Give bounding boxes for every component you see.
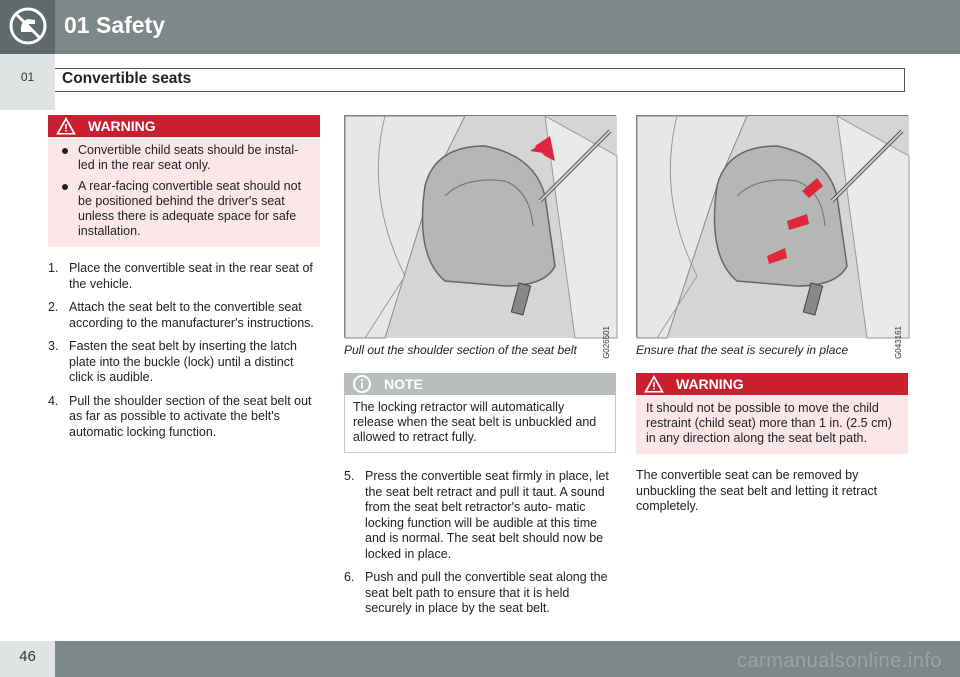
step-item: 2. Attach the seat belt to the convertible seat according to the manufacturer's instructions.	[48, 300, 314, 330]
note-body: The locking retractor will automatically release when the seat belt is unbuckled and allowed to retract fully.	[344, 395, 616, 453]
body-paragraph: The convertible seat can be removed by unbuckling the seat belt and letting it retract completely.	[636, 468, 878, 513]
column-2	[344, 115, 616, 625]
warning-label: WARNING	[676, 376, 744, 392]
warning-triangle-icon	[644, 375, 664, 393]
warning-label: WARNING	[88, 118, 156, 134]
column-1	[48, 115, 320, 448]
warning-header	[636, 373, 908, 395]
warning-body: It should not be possible to move the child restraint (child seat) more than 1 in. (2.5 cm) in any direction along the seat belt path.	[636, 395, 908, 454]
section-title: Convertible seats	[62, 70, 192, 87]
step-item: 1. Place the convertible seat in the rear seat of the vehicle.	[48, 261, 313, 291]
list-item: Convertible child seats should be instal- led in the rear seat only.	[58, 143, 310, 173]
steps-list-1	[48, 261, 320, 440]
figure-caption: Pull out the shoulder section of the seat belt	[344, 343, 577, 357]
warning-header	[48, 115, 320, 137]
page-number: 46	[19, 648, 36, 665]
info-icon	[352, 375, 372, 393]
step-item: 3. Fasten the seat belt by inserting the latch plate into the buckle (lock) until a distinct click is audible.	[48, 339, 297, 384]
child-seat-illustration	[637, 116, 909, 338]
chapter-logo	[0, 0, 55, 54]
warning-body	[48, 137, 320, 247]
warning-triangle-icon	[56, 117, 76, 135]
steps-list-2	[344, 469, 616, 617]
warning-box	[48, 115, 320, 247]
bullet-icon	[62, 148, 68, 154]
figure-caption: Ensure that the seat is securely in place	[636, 343, 849, 357]
figure-code: G026501	[602, 326, 611, 359]
note-header	[344, 373, 616, 395]
column-3	[636, 115, 908, 515]
bullet-icon	[62, 184, 68, 190]
child-seat-prohibition-icon	[8, 6, 48, 46]
note-label: NOTE	[384, 376, 423, 392]
watermark[interactable]: carmanualsonline.info	[736, 650, 942, 672]
note-box	[344, 373, 616, 453]
chapter-number: 01	[20, 70, 35, 84]
warning-box	[636, 373, 908, 454]
step-item: 4. Pull the shoulder section of the seat belt out as far as possible to activate the belt's automatic locking function.	[48, 393, 312, 439]
chapter-title: 01 Safety	[64, 12, 166, 38]
step-item: 6. Push and pull the convertible seat along the seat belt path to ensure that it is held securely in place by the seat belt.	[344, 570, 608, 615]
list-item: A rear-facing convertible seat should not be positioned behind the driver's seat unless there is adequate space for safe installation.	[58, 179, 310, 239]
figure-code: G043161	[894, 326, 903, 359]
child-seat-illustration	[345, 116, 617, 338]
step-item: 5. Press the convertible seat firmly in place, let the seat belt retract and pull it taut. A sound from the seat belt retractor's auto- matic locking function will be audible at this time and is normal. The seat belt should now be locked in place.	[344, 469, 609, 561]
